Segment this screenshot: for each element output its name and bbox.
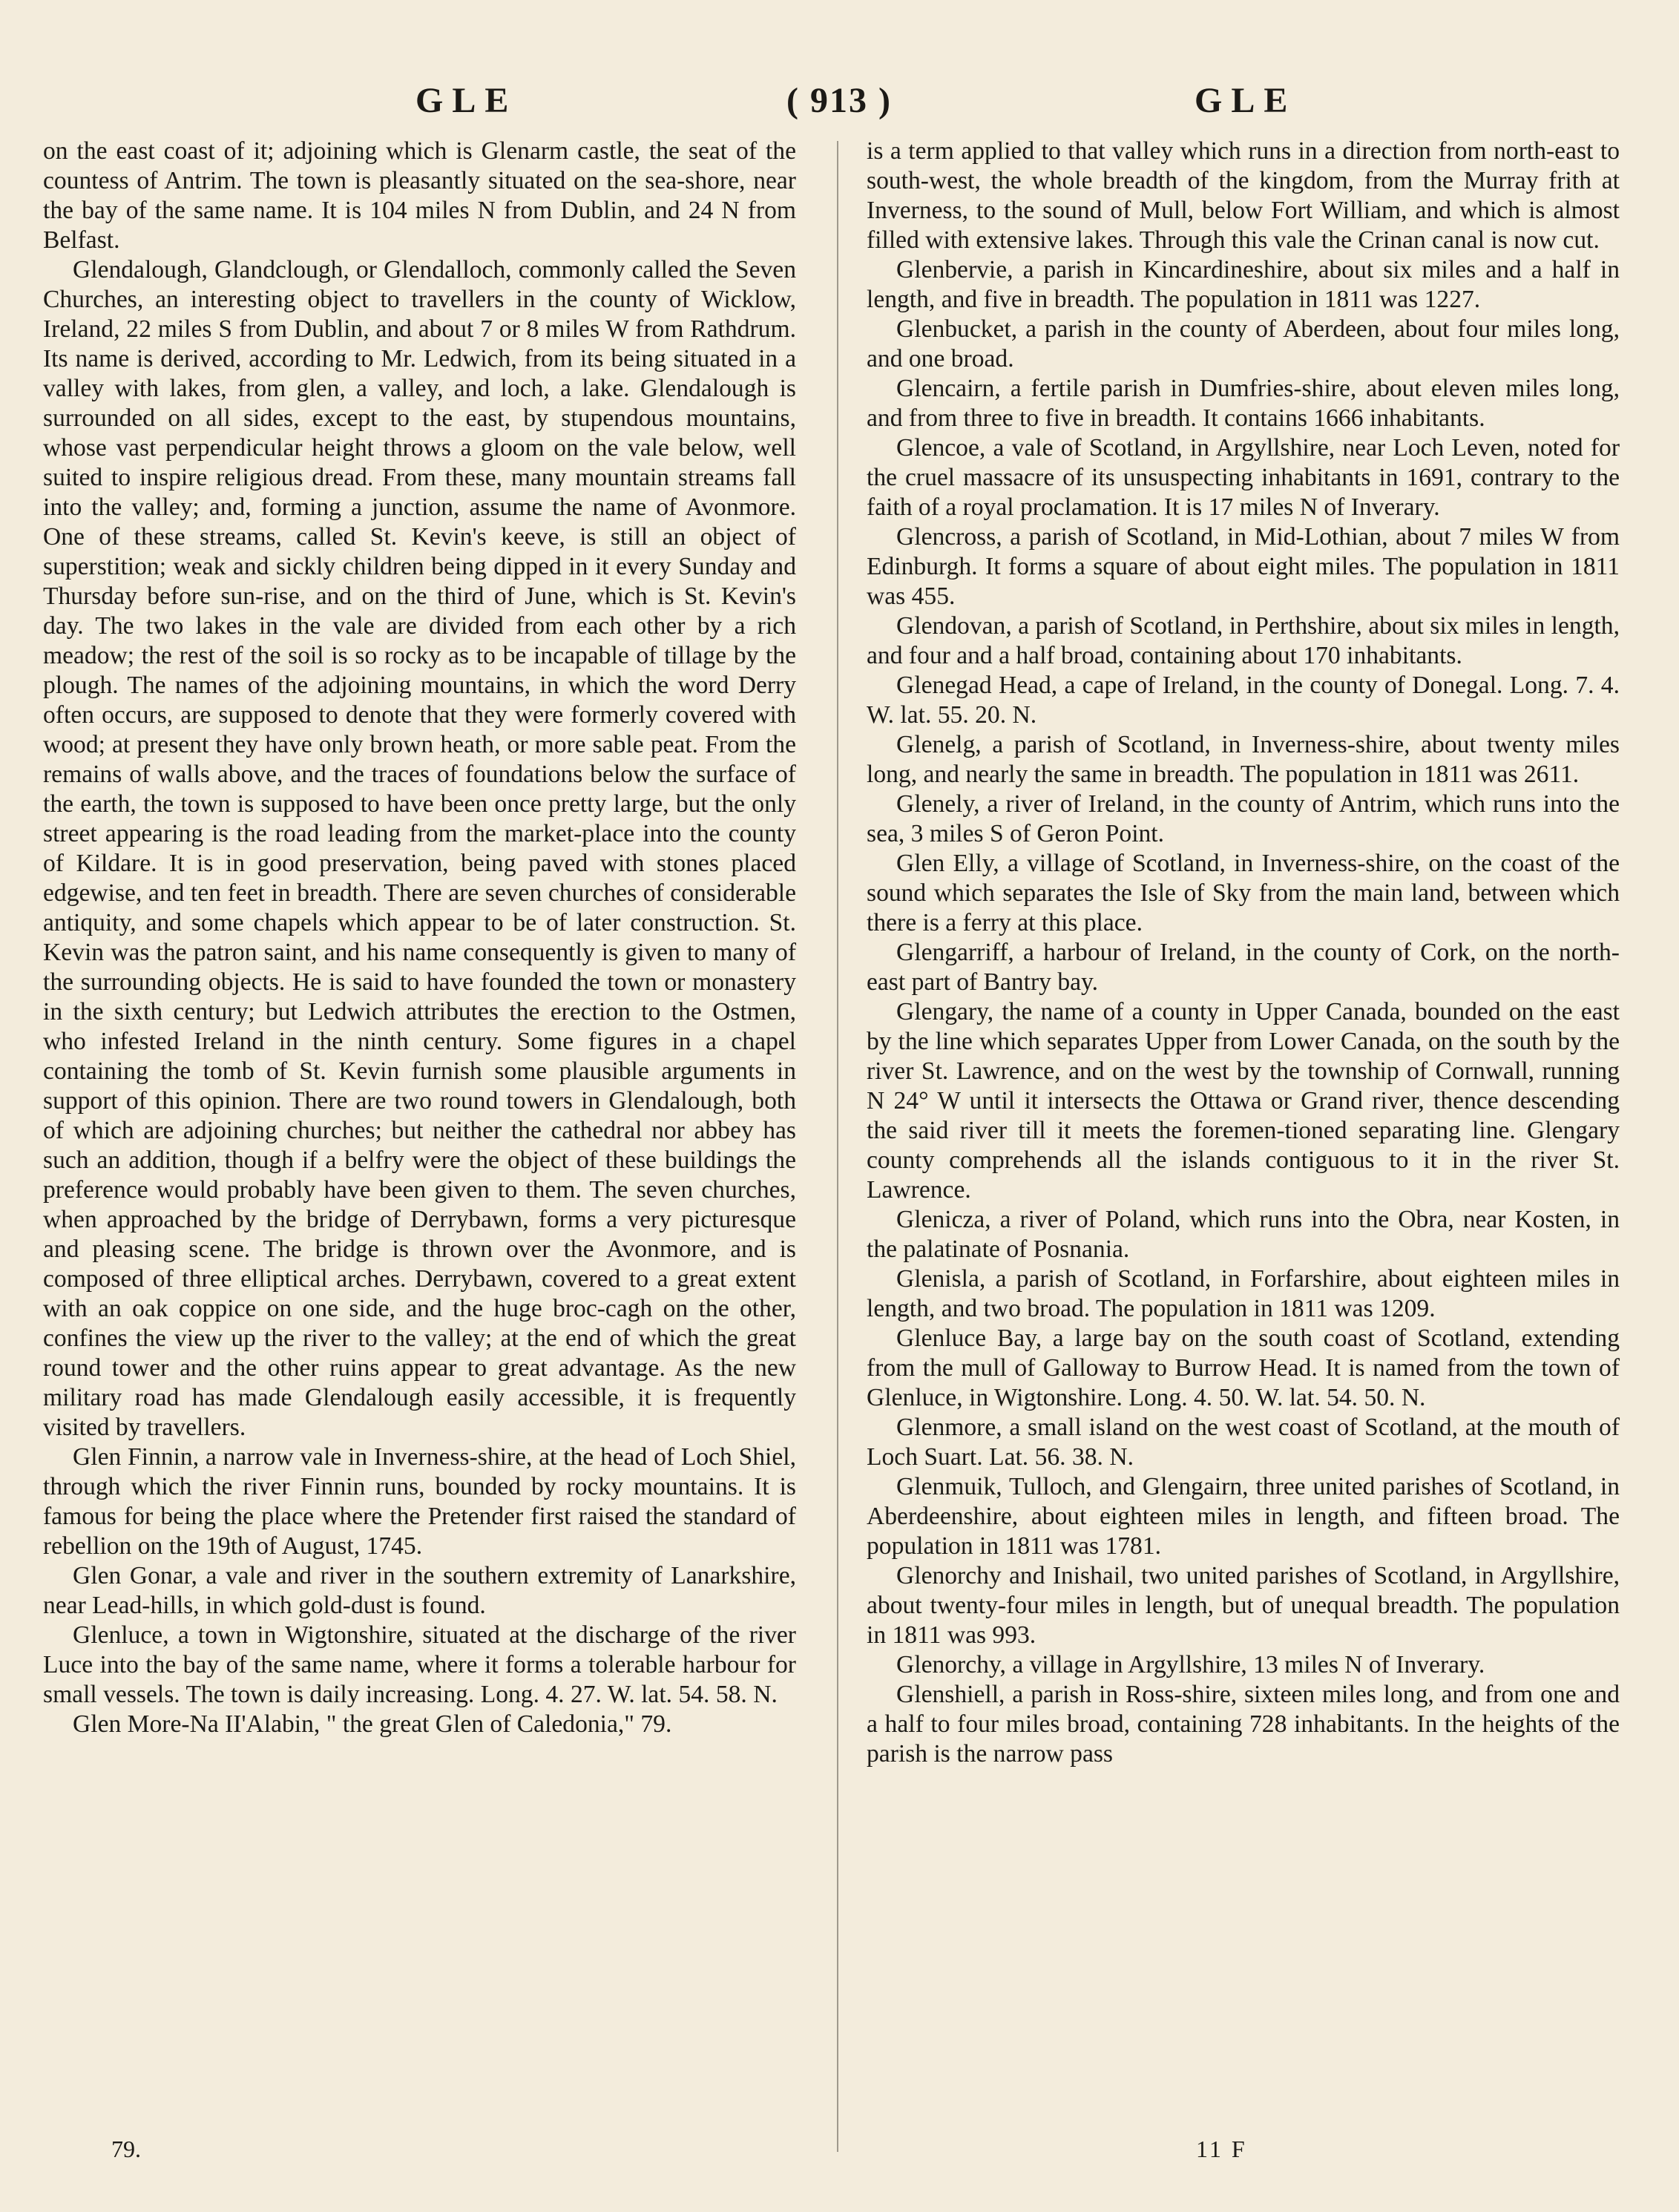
entry-glenegad-head: Glenegad Head, a cape of Ireland, in the county of Donegal. Long. 7. 4. W. lat. 55. 20. N. <box>867 672 1620 729</box>
entry-glen-gonar: Glen Gonar, a vale and river in the southern extremity of Lanarkshire, near Lead-hills, in which gold-dust is found. <box>43 1562 796 1619</box>
entry-glendalough: Glendalough, Glandclough, or Glendalloch, commonly called the Seven Churches, an interesting object to travellers in the county of Wicklow, Ireland, 22 miles S from Dublin, and about 7 or 8 miles W from Rathdrum. Its name is derived, according to Mr. Ledwich, from its being situated in a valley with lakes, from glen, a valley, and loch, a lake. Glendalough is surrounded on all sides, except to the east, by stupendous mountains, whose vast perpendicular height throws a gloom on the vale below, well suited to inspire religious dread. From these, many mountain streams fall into the valley; and, forming a junction, assume the name of Avonmore. One of these streams, called St. Kevin's keeve, is still an object of superstition; weak and sickly children being dipped in it every Sunday and Thursday before sun-rise, and on the third of June, which is St. Kevin's day. The two lakes in the vale are divided from each other by a rich meadow; the rest of the soil is so rocky as to be incapable of tillage by the plough. The names of the adjoining mountains, in which the word Derry often occurs, are supposed to denote that they were formerly covered with wood; at present they have only brown heath, or more sable peat. From the remains of walls above, and the traces of foundations below the surface of the earth, the town is supposed to have been once pretty large, but the only street appearing is the road leading from the market-place into the county of Kildare. It is in good preservation, being paved with stones placed edgewise, and ten feet in breadth. There are seven churches of considerable antiquity, and some chapels which appear to be of later construction. St. Kevin was the patron saint, and his name consequently is given to many of the surrounding objects. He is said to have founded the town or monastery in the sixth century; but Ledwich attributes the erection to the Ostmen, who infested Ireland in the ninth century. Some figures in a chapel containing the tomb of St. Kevin furnish some plausible arguments in support of this opinion. There are two round towers in Glendalough, both of which are adjoining churches; but neither the cathedral nor abbey has such an addition, though if a belfry were the object of these buildings the preference would probably have been given to them. The seven churches, when approached by the bridge of Derrybawn, forms a very picturesque and pleasing scene. The bridge is thrown over the Avonmore, and is composed of three elliptical arches. Derrybawn, covered to a great extent with an oak coppice on one side, and the huge broc-cagh on the other, confines the view up the river to the valley; at the end of which the great round tower and the other ruins appear to great advantage. As the new military road has made Glendalough easily accessible, it is frequently visited by travellers. <box>43 256 796 1441</box>
column-divider <box>837 141 838 2152</box>
entry-glenmore: Glenmore, a small island on the west coast of Scotland, at the mouth of Loch Suart. Lat. 56. 38. N. <box>867 1414 1620 1471</box>
entry-glenbucket: Glenbucket, a parish in the county of Aberdeen, about four miles long, and one broad. <box>867 315 1620 373</box>
right-column <box>867 137 1620 1769</box>
entry-glenmuik: Glenmuik, Tulloch, and Glengairn, three united parishes of Scotland, in Aberdeenshire, about eighteen miles in length, and fifteen broad. The population in 1811 was 1781. <box>867 1473 1620 1560</box>
entry-glendovan: Glendovan, a parish of Scotland, in Perthshire, about six miles in length, and four and a half broad, containing about 170 inhabitants. <box>867 612 1620 669</box>
footer-left-catchword: 79. <box>111 2136 141 2162</box>
entry-glenisla: Glenisla, a parish of Scotland, in Forfarshire, about eighteen miles in length, and two broad. The population in 1811 was 1209. <box>867 1265 1620 1322</box>
entry-glenorchy-village: Glenorchy, a village in Argyllshire, 13 miles N of Inverary. <box>896 1651 1485 1678</box>
entry-glencoe: Glencoe, a vale of Scotland, in Argyllshire, near Loch Leven, noted for the cruel massacre of its unsuspecting inhabitants in 1691, contrary to the faith of a royal proclamation. It is 17 miles N of Inverary. <box>867 434 1620 521</box>
paragraph-glen-more-continuation: is a term applied to that valley which runs in a direction from north-east to south-west, the whole breadth of the kingdom, from the Murray frith at Inverness, to the sound of Mull, below Fort William, and which is almost filled with extensive lakes. Through this vale the Crinan canal is now cut. <box>867 137 1620 254</box>
entry-glenshiell: Glenshiell, a parish in Ross-shire, sixteen miles long, and from one and a half to four miles broad, containing 728 inhabitants. In the heights of the parish is the narrow pass <box>867 1681 1620 1768</box>
entry-glenorchy-inishail: Glenorchy and Inishail, two united parishes of Scotland, in Argyllshire, about twenty-four miles in length, but of unequal breadth. The population in 1811 was 993. <box>867 1562 1620 1649</box>
entry-glencairn: Glencairn, a fertile parish in Dumfries-shire, about eleven miles long, and from three to five in breadth. It contains 1666 inhabitants. <box>867 375 1620 432</box>
entry-glenelg: Glenelg, a parish of Scotland, in Inverness-shire, about twenty miles long, and nearly the same in breadth. The population in 1811 was 2611. <box>867 731 1620 788</box>
paragraph-glenarm-continuation: on the east coast of it; adjoining which is Glenarm castle, the seat of the countess of Antrim. The town is pleasantly situated on the sea-shore, near the bay of the same name. It is 104 miles N from Dublin, and 24 N from Belfast. <box>43 137 796 254</box>
entry-glen-elly: Glen Elly, a village of Scotland, in Inverness-shire, on the coast of the sound which separates the Isle of Sky from the main land, between which there is a ferry at this place. <box>867 850 1620 936</box>
entry-glenely: Glenely, a river of Ireland, in the county of Antrim, which runs into the sea, 3 miles S of Geron Point. <box>867 790 1620 847</box>
running-head-right: GLE <box>1195 81 1297 120</box>
entry-glenluce-bay: Glenluce Bay, a large bay on the south coast of Scotland, extending from the mull of Galloway to Burrow Head. It is named from the town of Glenluce, in Wigtonshire. Long. 4. 50. W. lat. 54. 50. N. <box>867 1325 1620 1411</box>
page-number: ( 913 ) <box>786 81 892 120</box>
entry-glen-finnin: Glen Finnin, a narrow vale in Inverness-shire, at the head of Loch Shiel, through which the river Finnin runs, bounded by rocky mountains. It is famous for being the place where the Pretender first raised the standard of rebellion on the 19th of August, 1745. <box>43 1443 796 1560</box>
entry-glengary: Glengary, the name of a county in Upper Canada, bounded on the east by the line which separates Upper from Lower Canada, on the south by the river St. Lawrence, and on the west by the township of Cornwall, running N 24° W until it intersects the Ottawa or Grand river, thence descending the said river till it meets the foremen-tioned separating line. Glengary county comprehends all the islands contiguous to it in the river St. Lawrence. <box>867 998 1620 1204</box>
entry-glen-more: Glen More-Na II'Alabin, " the great Glen of Caledonia," 79. <box>73 1710 672 1738</box>
entry-glenluce: Glenluce, a town in Wigtonshire, situated at the discharge of the river Luce into the bay of the same name, where it forms a tolerable harbour for small vessels. The town is daily increasing. Long. 4. 27. W. lat. 54. 58. N. <box>43 1621 796 1708</box>
entry-glenbervie: Glenbervie, a parish in Kincardineshire, about six miles and a half in length, and five in breadth. The population in 1811 was 1227. <box>867 256 1620 313</box>
footer-signature-mark: 11 F <box>1196 2136 1247 2162</box>
entry-glenicza: Glenicza, a river of Poland, which runs into the Obra, near Kosten, in the palatinate of Posnania. <box>867 1206 1620 1263</box>
left-column <box>43 137 796 1739</box>
running-head-left: GLE <box>415 81 518 120</box>
entry-glengarriff: Glengarriff, a harbour of Ireland, in the county of Cork, on the north-east part of Bantry bay. <box>867 939 1620 996</box>
entry-glencross: Glencross, a parish of Scotland, in Mid-Lothian, about 7 miles W from Edinburgh. It forms a square of about eight miles. The population in 1811 was 455. <box>867 523 1620 610</box>
